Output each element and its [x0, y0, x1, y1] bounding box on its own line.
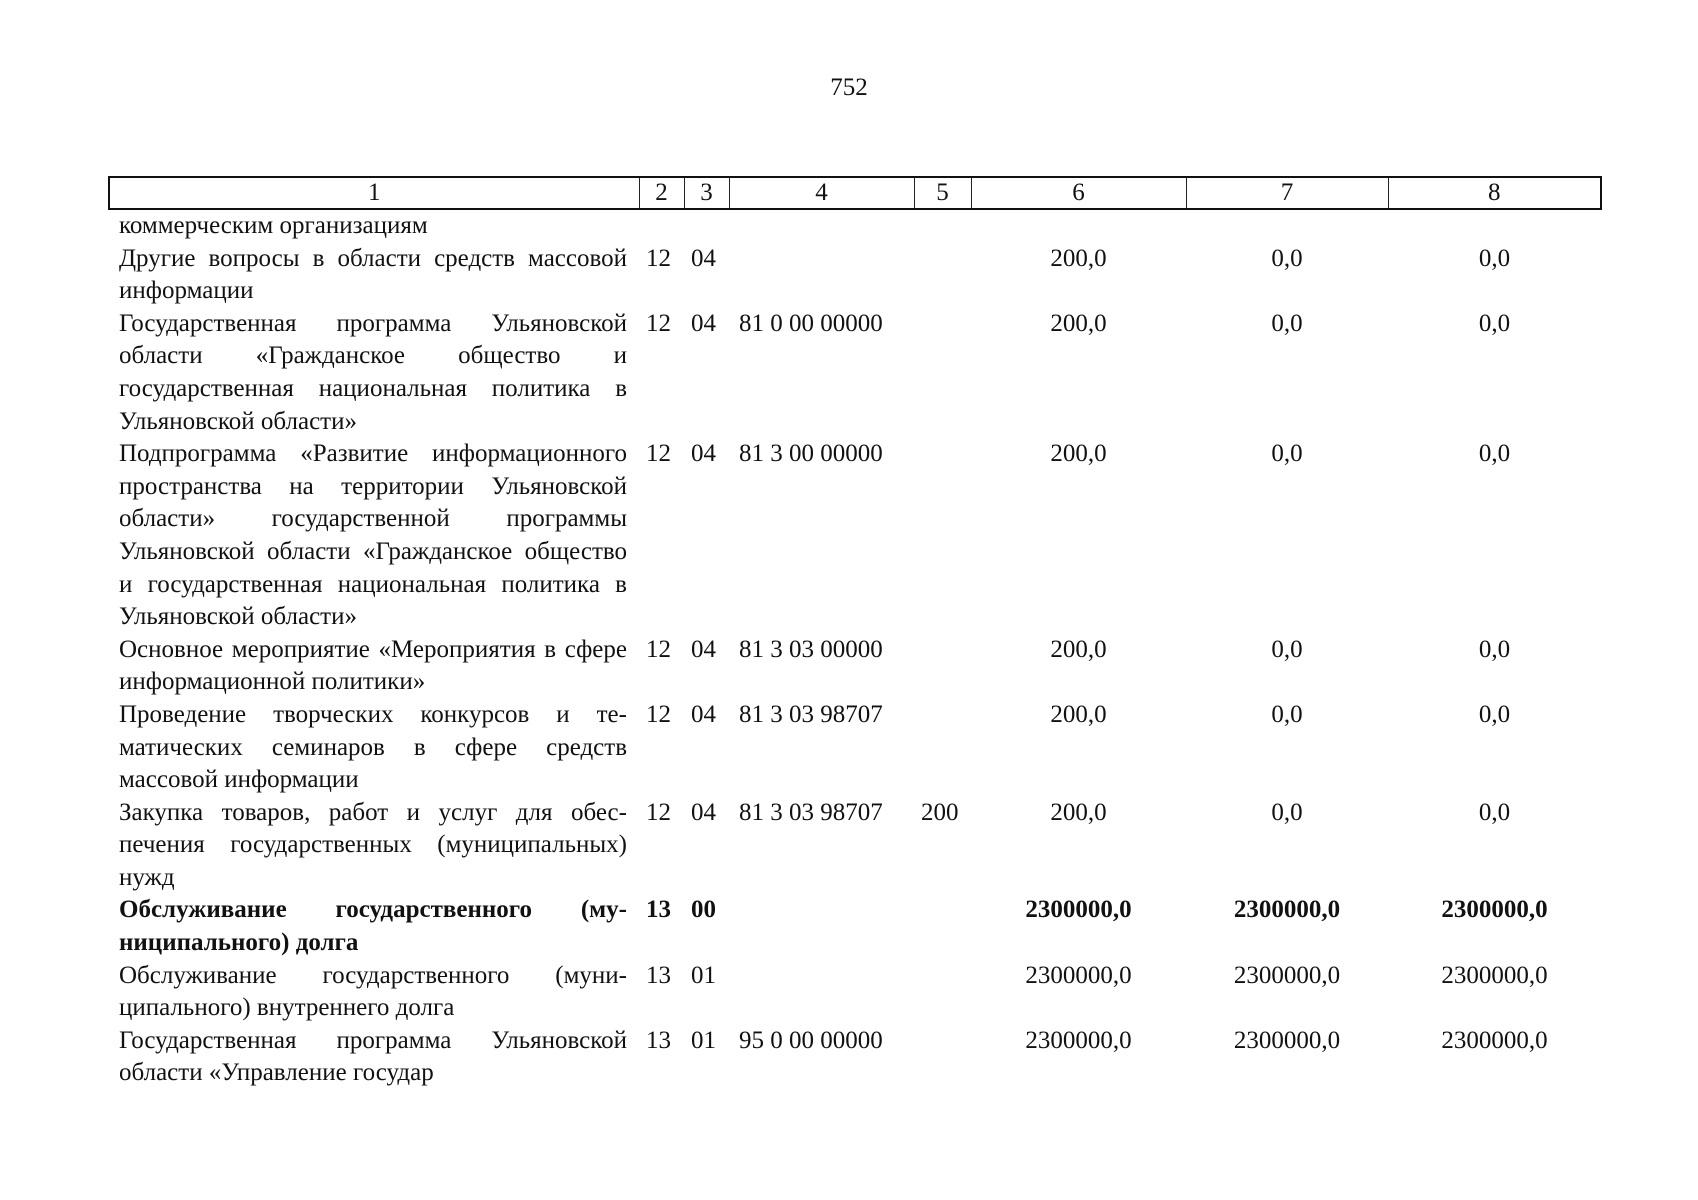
row-amount-2: 0,0 [1271, 244, 1303, 272]
row-expense-type [914, 634, 971, 699]
row-expense-type [914, 243, 971, 308]
row-amount-3: 2300000,0 [1441, 896, 1548, 924]
table-row [109, 438, 1601, 634]
row-amount-1: 200,0 [1050, 309, 1107, 337]
row-amount-3: 2300000,0 [1441, 961, 1548, 989]
header-col-2: 2 [639, 177, 684, 209]
row-subsection-code: 04 [691, 440, 716, 468]
header-col-3: 3 [684, 177, 729, 209]
row-subsection-code: 01 [691, 961, 716, 989]
row-amount-1: 200,0 [1050, 798, 1107, 826]
row-amount-2: 0,0 [1271, 798, 1303, 826]
row-section-code: 12 [646, 700, 671, 728]
row-name: Основное мероприятие «Мероприятия в сфере информационной политики» [119, 635, 627, 696]
row-amount-3: 0,0 [1478, 798, 1511, 826]
row-expense-type [914, 308, 971, 438]
row-target-article [729, 894, 914, 959]
row-name: Подпрограмма «Развитие информационного пространства на территории Ульяновской области» государственной программы Ульяновской области «Гражданское общество и государственная национальная политика в Ульяновской области» [119, 440, 627, 631]
row-subsection-code: 04 [691, 635, 716, 663]
table-row [109, 1025, 1601, 1090]
row-target-article: 95 0 00 00000 [739, 1026, 883, 1054]
table-row [109, 634, 1601, 699]
header-col-6: 6 [971, 177, 1186, 209]
row-subsection-code: 04 [691, 798, 716, 826]
row-amount-2: 2300000,0 [1233, 1026, 1341, 1054]
row-section-code: 12 [646, 635, 671, 663]
row-subsection-code: 00 [691, 896, 716, 924]
row-name: Государственная программа Ульяновской области «Гражданское общество и государственная национальная политика в Ульяновской области» [119, 309, 627, 435]
row-amount-2 [1186, 209, 1388, 243]
row-section-code: 12 [646, 798, 671, 826]
row-amount-3: 0,0 [1478, 700, 1511, 728]
row-amount-1: 200,0 [1050, 700, 1107, 728]
header-row [109, 177, 1601, 209]
row-amount-2: 2300000,0 [1233, 961, 1341, 989]
row-section-code: 13 [646, 961, 671, 989]
row-amount-1: 200,0 [1050, 244, 1107, 272]
row-section-code [639, 209, 684, 243]
table-body [109, 209, 1601, 1090]
row-section-code: 12 [646, 440, 671, 468]
row-amount-1 [971, 209, 1186, 243]
row-name: Обслуживание государственного (муниципального) долга [119, 896, 627, 957]
row-subsection-code: 04 [691, 244, 716, 272]
table-row [109, 209, 1601, 243]
row-expense-type [914, 894, 971, 959]
table-row [109, 797, 1601, 895]
row-amount-1: 200,0 [1050, 440, 1107, 468]
row-target-article [729, 243, 914, 308]
row-subsection-code: 04 [691, 700, 716, 728]
row-expense-type [914, 438, 971, 634]
budget-table-container [108, 176, 1600, 1090]
row-amount-2: 0,0 [1271, 700, 1303, 728]
row-section-code: 13 [646, 896, 671, 924]
table-row [109, 894, 1601, 959]
row-amount-1: 2300000,0 [1025, 1026, 1132, 1054]
row-expense-type [914, 699, 971, 797]
row-target-article [729, 209, 914, 243]
row-target-article: 81 3 03 00000 [739, 635, 883, 663]
row-expense-type: 200 [921, 798, 959, 826]
page-number: 752 [830, 74, 868, 101]
row-section-code: 12 [646, 309, 671, 337]
row-amount-3 [1388, 209, 1601, 243]
table-row [109, 243, 1601, 308]
row-target-article: 81 3 03 98707 [739, 798, 883, 826]
row-amount-3: 0,0 [1478, 440, 1511, 468]
row-target-article: 81 0 00 00000 [739, 309, 883, 337]
row-name: Обслуживание государственного (муниципального) внутреннего долга [119, 961, 627, 1022]
row-amount-3: 0,0 [1478, 244, 1511, 272]
row-target-article: 81 3 00 00000 [739, 440, 883, 468]
row-section-code: 12 [646, 244, 671, 272]
row-amount-1: 2300000,0 [1025, 961, 1132, 989]
header-col-5: 5 [914, 177, 971, 209]
row-name: Другие вопросы в области средств массовой информации [119, 244, 627, 305]
table-row [109, 308, 1601, 438]
row-amount-1: 200,0 [1050, 635, 1107, 663]
row-amount-2: 2300000,0 [1233, 896, 1341, 924]
budget-table [108, 176, 1602, 1090]
header-col-8: 8 [1388, 177, 1601, 209]
header-col-1: 1 [109, 177, 639, 209]
row-amount-2: 0,0 [1271, 440, 1303, 468]
table-header [109, 177, 1601, 209]
row-expense-type [914, 1025, 971, 1090]
row-amount-2: 0,0 [1271, 635, 1303, 663]
row-expense-type [914, 209, 971, 243]
row-amount-3: 0,0 [1478, 309, 1511, 337]
row-subsection-code: 01 [691, 1026, 716, 1054]
row-name: Государственная программа Ульяновской области «Управление государ [119, 1026, 627, 1087]
row-section-code: 13 [646, 1026, 671, 1054]
header-col-4: 4 [729, 177, 914, 209]
row-target-article: 81 3 03 98707 [739, 700, 883, 728]
row-name: коммерческим организациям [119, 212, 428, 239]
row-subsection-code [684, 209, 729, 243]
row-amount-1: 2300000,0 [1025, 896, 1132, 924]
row-amount-3: 0,0 [1478, 635, 1511, 663]
row-target-article [729, 960, 914, 1025]
row-name: Проведение творческих конкурсов и тематических семинаров в сфере средств массовой информации [119, 700, 627, 794]
row-amount-2: 0,0 [1271, 309, 1303, 337]
row-expense-type [914, 960, 971, 1025]
row-name: Закупка товаров, работ и услуг для обеспечения государственных (муниципальных) нужд [119, 798, 627, 891]
table-row [109, 699, 1601, 797]
row-subsection-code: 04 [691, 309, 716, 337]
header-col-7: 7 [1186, 177, 1388, 209]
row-amount-3: 2300000,0 [1441, 1026, 1548, 1054]
table-row [109, 960, 1601, 1025]
